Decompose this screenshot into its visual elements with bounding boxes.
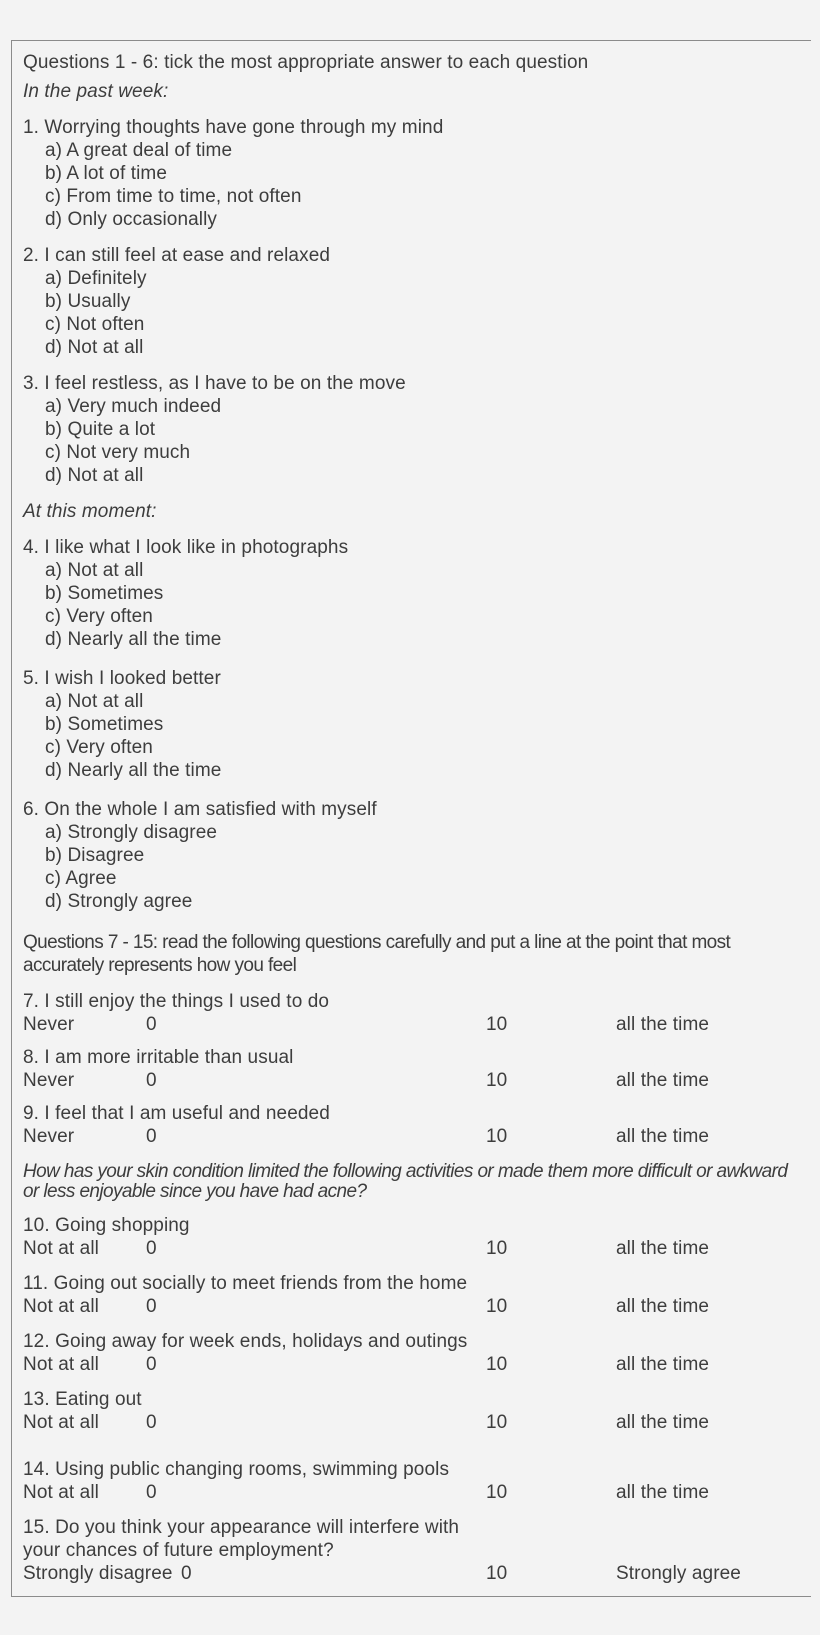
context-this-moment: At this moment: — [23, 501, 157, 522]
scale-max-value: 10 — [486, 1482, 508, 1503]
scale-max-value: 10 — [486, 1070, 508, 1091]
scale-max-value: 10 — [486, 1412, 508, 1433]
question-14-label: 14. Using public changing rooms, swimming pools — [23, 1459, 450, 1480]
question-3 — [23, 372, 801, 487]
question-5-option-b: b) Sometimes — [45, 714, 164, 735]
question-13 — [23, 1388, 801, 1434]
question-6 — [23, 798, 801, 913]
question-13-scale — [23, 1411, 801, 1434]
question-11-label: 11. Going out socially to meet friends from the home — [23, 1273, 468, 1294]
question-4-option-a: a) Not at all — [45, 560, 144, 581]
question-3-option-d: d) Not at all — [45, 465, 144, 486]
question-2-option-d: d) Not at all — [45, 337, 144, 358]
scale-left-label: Strongly disagree — [23, 1563, 173, 1584]
question-5 — [23, 667, 801, 782]
scale-right-label: Strongly agree — [616, 1563, 741, 1584]
scale-max-value: 10 — [486, 1296, 508, 1317]
question-4-option-d: d) Nearly all the time — [45, 629, 222, 650]
scale-min-value: 0 — [146, 1482, 157, 1503]
question-10-scale — [23, 1237, 801, 1260]
context-skin-condition: How has your skin condition limited the following activities or made them more difficult or awkward or less enjoyable since you have had acne? — [23, 1161, 788, 1202]
question-5-option-d: d) Nearly all the time — [45, 760, 222, 781]
part2-instructions: Questions 7 - 15: read the following questions carefully and put a line at the point that most accurately represents how you feel — [23, 932, 731, 976]
question-1-option-b: b) A lot of time — [45, 163, 167, 184]
question-4-option-c: c) Very often — [45, 606, 153, 627]
scale-min-value: 0 — [146, 1070, 157, 1091]
question-10 — [23, 1214, 801, 1260]
scale-left-label: Not at all — [23, 1482, 99, 1503]
question-3-option-a: a) Very much indeed — [45, 396, 222, 417]
scale-right-label: all the time — [616, 1354, 710, 1375]
question-14-scale — [23, 1481, 801, 1504]
scale-min-value: 0 — [146, 1412, 157, 1433]
question-4-option-b: b) Sometimes — [45, 583, 164, 604]
scale-max-value: 10 — [486, 1238, 508, 1259]
question-11-scale — [23, 1295, 801, 1318]
question-2-label: 2. I can still feel at ease and relaxed — [23, 245, 331, 266]
question-1-option-a: a) A great deal of time — [45, 140, 233, 161]
scale-right-label: all the time — [616, 1126, 710, 1147]
question-2-option-b: b) Usually — [45, 291, 131, 312]
scale-right-label: all the time — [616, 1412, 710, 1433]
question-1 — [23, 116, 801, 231]
question-1-option-c: c) From time to time, not often — [45, 186, 302, 207]
question-3-option-c: c) Not very much — [45, 442, 191, 463]
part1-instructions: Questions 1 - 6: tick the most appropriate answer to each question — [23, 52, 589, 73]
question-14 — [23, 1458, 801, 1504]
scale-left-label: Not at all — [23, 1296, 99, 1317]
context-past-week: In the past week: — [23, 81, 169, 102]
question-6-option-b: b) Disagree — [45, 845, 145, 866]
question-6-label: 6. On the whole I am satisfied with myself — [23, 799, 377, 820]
question-6-option-c: c) Agree — [45, 868, 117, 889]
scale-min-value: 0 — [146, 1296, 157, 1317]
scale-right-label: all the time — [616, 1482, 710, 1503]
scale-min-value: 0 — [146, 1126, 157, 1147]
scale-left-label: Not at all — [23, 1354, 99, 1375]
question-4 — [23, 536, 801, 651]
question-15-label: 15. Do you think your appearance will interfere with your chances of future employment? — [23, 1517, 460, 1561]
question-12 — [23, 1330, 801, 1376]
question-12-label: 12. Going away for week ends, holidays and outings — [23, 1331, 468, 1352]
question-7-scale — [23, 1013, 801, 1036]
scale-right-label: all the time — [616, 1238, 710, 1259]
question-3-option-b: b) Quite a lot — [45, 419, 156, 440]
question-7 — [23, 990, 801, 1036]
question-13-label: 13. Eating out — [23, 1389, 142, 1410]
question-1-option-d: d) Only occasionally — [45, 209, 218, 230]
questionnaire-frame — [11, 40, 811, 1597]
scale-max-value: 10 — [486, 1354, 508, 1375]
scale-left-label: Not at all — [23, 1412, 99, 1433]
scale-left-label: Never — [23, 1014, 75, 1035]
question-2-option-c: c) Not often — [45, 314, 145, 335]
scale-right-label: all the time — [616, 1296, 710, 1317]
scale-left-label: Never — [23, 1070, 75, 1091]
scale-right-label: all the time — [616, 1070, 710, 1091]
question-6-option-a: a) Strongly disagree — [45, 822, 218, 843]
question-1-label: 1. Worrying thoughts have gone through my mind — [23, 117, 444, 138]
question-5-label: 5. I wish I looked better — [23, 668, 221, 689]
question-5-option-a: a) Not at all — [45, 691, 144, 712]
question-8-scale — [23, 1069, 801, 1092]
scale-min-value: 0 — [181, 1563, 192, 1584]
scale-max-value: 10 — [486, 1014, 508, 1035]
question-12-scale — [23, 1353, 801, 1376]
scale-right-label: all the time — [616, 1014, 710, 1035]
question-5-option-c: c) Very often — [45, 737, 153, 758]
question-9 — [23, 1102, 801, 1148]
question-9-scale — [23, 1125, 801, 1148]
question-2 — [23, 244, 801, 359]
scale-min-value: 0 — [146, 1014, 157, 1035]
scale-left-label: Not at all — [23, 1238, 99, 1259]
question-15 — [23, 1516, 801, 1585]
question-8-label: 8. I am more irritable than usual — [23, 1047, 294, 1068]
scale-min-value: 0 — [146, 1354, 157, 1375]
question-3-label: 3. I feel restless, as I have to be on the move — [23, 373, 406, 394]
scale-max-value: 10 — [486, 1126, 508, 1147]
question-4-label: 4. I like what I look like in photographs — [23, 537, 349, 558]
question-8 — [23, 1046, 801, 1092]
scale-min-value: 0 — [146, 1238, 157, 1259]
question-11 — [23, 1272, 801, 1318]
question-7-label: 7. I still enjoy the things I used to do — [23, 991, 330, 1012]
question-6-option-d: d) Strongly agree — [45, 891, 193, 912]
scale-left-label: Never — [23, 1126, 75, 1147]
question-15-scale — [23, 1562, 801, 1585]
scale-max-value: 10 — [486, 1563, 508, 1584]
question-9-label: 9. I feel that I am useful and needed — [23, 1103, 330, 1124]
question-2-option-a: a) Definitely — [45, 268, 147, 289]
question-10-label: 10. Going shopping — [23, 1215, 190, 1236]
